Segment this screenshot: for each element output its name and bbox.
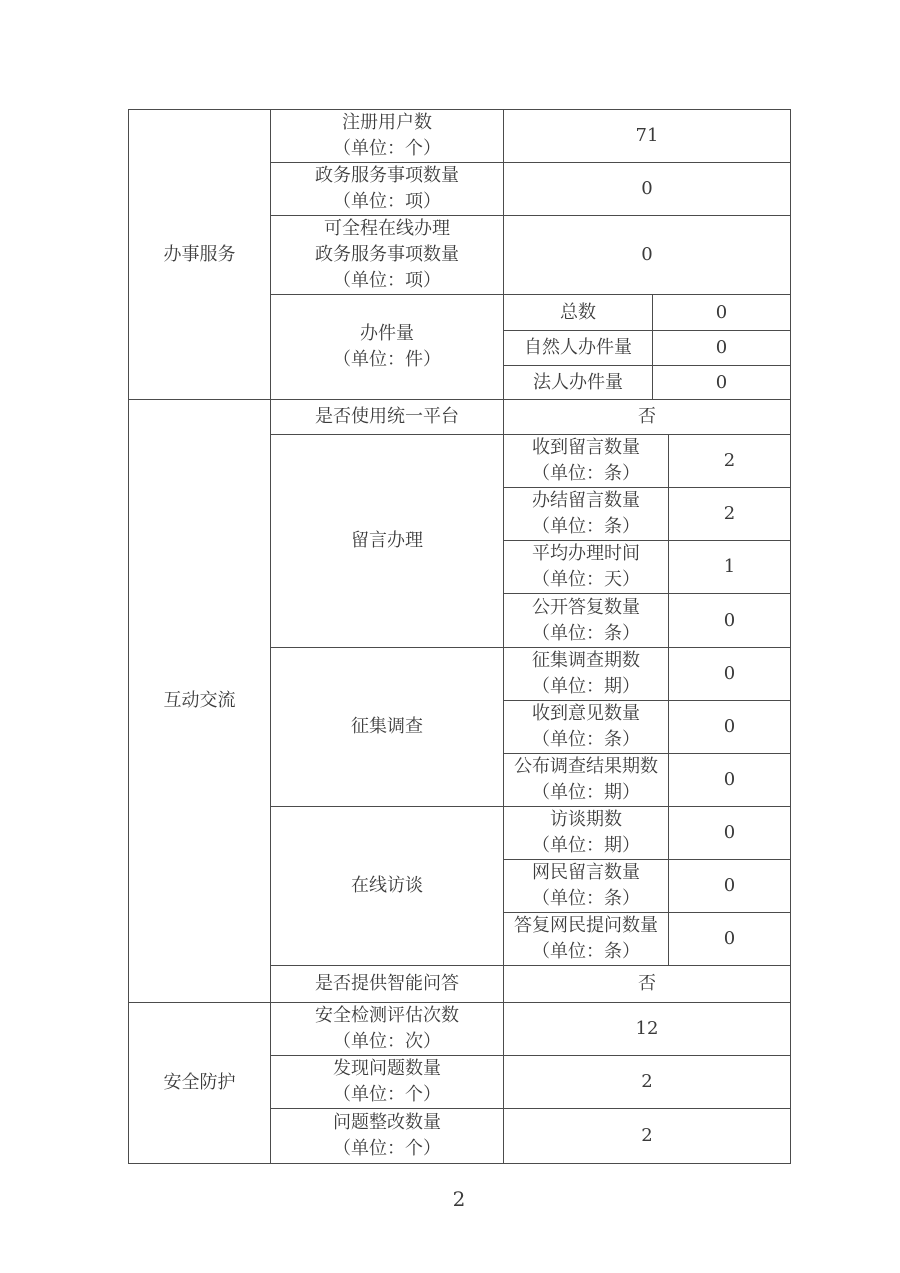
value-cell: 2	[504, 1109, 791, 1164]
item-unit: （单位：件）	[333, 349, 441, 370]
subitem-label-cell	[504, 295, 653, 331]
subitem-label-cell	[504, 594, 669, 648]
value-cell: 2	[669, 435, 791, 488]
value-cell: 1	[669, 541, 791, 594]
subitem-label: 征集调查期数	[532, 650, 640, 671]
item-label: 留言办理	[351, 530, 423, 551]
value-cell: 否	[504, 400, 791, 435]
subitem-label: 答复网民提问数量	[514, 915, 658, 936]
item-label-cell	[271, 163, 504, 216]
subitem-label-cell	[504, 860, 669, 913]
subitem-label-cell	[504, 488, 669, 541]
item-label: 政务服务事项数量	[315, 165, 459, 186]
value-cell: 0	[669, 913, 791, 966]
subitem-label: 自然人办件量	[524, 337, 632, 358]
value-cell: 0	[653, 295, 791, 331]
item-label-cell	[271, 216, 504, 295]
subitem-label-cell	[504, 701, 669, 754]
subitem-label: 访谈期数	[550, 809, 622, 830]
item-label: 注册用户数	[342, 112, 432, 133]
item-label-cell	[271, 966, 504, 1003]
item-unit: （单位：次）	[333, 1031, 441, 1052]
item-unit: （单位：项）	[333, 191, 441, 212]
item-unit: （单位：项）	[333, 270, 441, 291]
item-label: 在线访谈	[351, 875, 423, 896]
group-label: 互动交流	[163, 690, 236, 711]
item-label: 发现问题数量	[333, 1058, 441, 1079]
value-cell: 0	[669, 648, 791, 701]
subitem-label-cell	[504, 366, 653, 400]
subitem-label: 平均办理时间	[532, 543, 640, 564]
item-label-cell	[271, 807, 504, 966]
item-label-cell	[271, 435, 504, 648]
value-cell: 71	[504, 110, 791, 163]
subitem-unit: （单位：条）	[532, 622, 640, 644]
subitem-label-cell	[504, 754, 669, 807]
group-label-cell	[129, 400, 271, 1003]
value-cell: 0	[669, 754, 791, 807]
subitem-unit: （单位：条）	[532, 888, 640, 909]
subitem-label: 总数	[560, 301, 596, 323]
subitem-label-cell	[504, 541, 669, 594]
subitem-unit: （单位：条）	[532, 941, 640, 962]
table-row	[129, 1003, 791, 1056]
value-cell: 0	[669, 860, 791, 913]
subitem-label: 公布调查结果期数	[514, 756, 658, 777]
subitem-label: 办结留言数量	[532, 490, 640, 511]
item-label: 是否使用统一平台	[315, 406, 459, 427]
subitem-unit: （单位：天）	[532, 569, 640, 590]
subitem-unit: （单位：期）	[532, 835, 640, 856]
subitem-label: 网民留言数量	[532, 862, 640, 883]
value-cell: 0	[504, 163, 791, 216]
item-label: 办件量	[360, 323, 414, 344]
value-cell: 0	[669, 807, 791, 860]
item-label-cell	[271, 1109, 504, 1164]
subitem-label-cell	[504, 648, 669, 701]
group-label-cell	[129, 1003, 271, 1164]
group-label: 安全防护	[163, 1072, 236, 1093]
subitem-label: 收到留言数量	[532, 437, 640, 458]
subitem-label-cell	[504, 435, 669, 488]
item-label-cell	[271, 110, 504, 163]
item-unit: （单位：个）	[333, 138, 441, 159]
subitem-label: 公开答复数量	[532, 596, 640, 618]
item-label-cell	[271, 400, 504, 435]
group-label: 办事服务	[163, 243, 236, 265]
item-label: 是否提供智能问答	[315, 973, 459, 994]
subitem-unit: （单位：期）	[532, 676, 640, 697]
page-number: 2	[452, 1187, 466, 1211]
subitem-unit: （单位：期）	[532, 782, 640, 803]
value-cell: 否	[504, 966, 791, 1003]
subitem-unit: （单位：条）	[532, 729, 640, 750]
subitem-label-cell	[504, 913, 669, 966]
value-cell: 0	[669, 594, 791, 648]
value-cell: 2	[669, 488, 791, 541]
value-cell: 0	[669, 701, 791, 754]
subitem-label: 法人办件量	[533, 371, 623, 393]
value-cell: 12	[504, 1003, 791, 1056]
item-label: 可全程在线办理	[324, 218, 450, 239]
subitem-label-cell	[504, 331, 653, 366]
item-label: 安全检测评估次数	[315, 1005, 459, 1026]
subitem-label-cell	[504, 807, 669, 860]
item-label-cell	[271, 1003, 504, 1056]
item-unit: （单位：个）	[333, 1138, 441, 1159]
item-label: 征集调查	[351, 716, 423, 737]
subitem-label: 收到意见数量	[532, 703, 640, 724]
item-label-cell	[271, 295, 504, 400]
value-cell: 0	[653, 331, 791, 366]
subitem-unit: （单位：条）	[532, 516, 640, 537]
subitem-unit: （单位：条）	[532, 463, 640, 484]
table-row	[129, 400, 791, 435]
value-cell: 2	[504, 1056, 791, 1109]
item-label-cell	[271, 648, 504, 807]
value-cell: 0	[504, 216, 791, 295]
value-cell: 0	[653, 366, 791, 400]
item-unit: （单位：个）	[333, 1084, 441, 1105]
item-label-cell	[271, 1056, 504, 1109]
item-label: 问题整改数量	[333, 1112, 441, 1133]
table-row	[129, 110, 791, 163]
item-label: 政务服务事项数量	[315, 244, 459, 265]
group-label-cell	[129, 110, 271, 400]
annual-report-table	[128, 109, 791, 1164]
